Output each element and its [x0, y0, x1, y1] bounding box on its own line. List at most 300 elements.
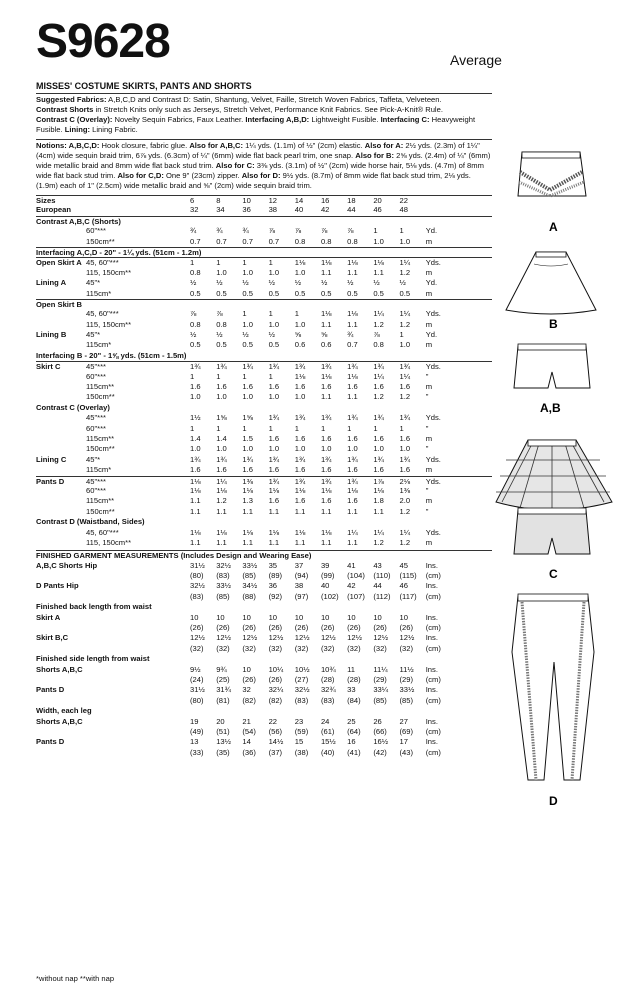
row-sublabel: 45"***: [86, 413, 107, 423]
value-cell: 1⅛: [216, 527, 227, 537]
value-cell: 1¾: [399, 413, 411, 423]
value-cell: 1.0: [399, 444, 411, 454]
unit-cell: (cm): [425, 747, 441, 757]
unit-cell: Ins.: [425, 581, 438, 591]
unit-cell: ": [425, 444, 429, 454]
row-label: FINISHED GARMENT MEASUREMENTS (Includes Design and Wearing Ease): [36, 551, 312, 561]
unit-cell: ": [425, 392, 429, 402]
table-row: [36, 665, 492, 675]
value-cell: 1¾: [242, 454, 253, 464]
row-label: [36, 434, 86, 444]
value-cell: 33¼: [373, 685, 389, 695]
value-cell: 1.0: [242, 392, 253, 402]
value-cell: 1.6: [399, 465, 411, 475]
row-label: [36, 392, 86, 402]
value-cell: 1.6: [190, 465, 201, 475]
value-cell: 1.1: [294, 537, 306, 547]
value-cell: 1¼: [373, 371, 384, 381]
value-cell: 1⅛: [242, 485, 253, 495]
value-cell: 0.8: [347, 236, 358, 246]
table-row: [36, 550, 492, 560]
row-sublabel: 115cm*: [86, 340, 112, 350]
size-cell: 16: [320, 196, 330, 205]
row-label: Pants D: [36, 737, 65, 747]
value-cell: (85): [242, 571, 256, 581]
value-cell: (26): [294, 623, 309, 633]
value-cell: (85): [399, 695, 414, 705]
table-row: [36, 517, 492, 527]
value-cell: (82): [268, 695, 283, 705]
value-cell: ½: [373, 278, 380, 288]
value-cell: 1: [242, 258, 247, 268]
value-cell: 17: [399, 737, 408, 747]
unit-cell: m: [425, 288, 433, 298]
value-cell: 38: [294, 581, 304, 591]
european-label: European: [36, 205, 72, 215]
row-label: Lining B: [36, 330, 67, 340]
value-cell: (43): [399, 747, 414, 757]
value-cell: (59): [294, 726, 309, 736]
value-cell: 1.0: [373, 236, 384, 246]
row-label: [36, 289, 86, 299]
european-cell: 32: [190, 205, 199, 215]
value-cell: 1⅛: [216, 485, 227, 495]
value-cell: 1⅛: [347, 309, 358, 319]
row-label: [36, 382, 86, 392]
value-cell: (83): [216, 571, 230, 581]
pants-d-illustration: [512, 594, 594, 780]
row-sublabel: 150cm**: [86, 506, 115, 516]
value-cell: (88): [242, 591, 256, 601]
value-cell: 0.7: [268, 236, 280, 246]
sizes-row: [36, 195, 492, 205]
value-cell: 15: [294, 737, 304, 747]
value-cell: 0.5: [373, 288, 384, 298]
unit-cell: Ins.: [425, 737, 438, 747]
row-label: [36, 696, 190, 706]
value-cell: (112): [373, 591, 391, 601]
value-cell: 1¾: [320, 454, 332, 464]
value-cell: 13: [190, 737, 199, 747]
value-cell: 12½: [190, 633, 205, 643]
value-cell: 2⅛: [399, 476, 411, 486]
value-cell: 0.7: [216, 236, 227, 246]
value-cell: 0.5: [347, 288, 358, 298]
value-cell: 1¾: [320, 362, 332, 372]
value-cell: (26): [242, 623, 256, 633]
row-sublabel: 60"***: [86, 226, 107, 236]
value-cell: 0.5: [216, 340, 227, 350]
value-cell: (89): [268, 571, 283, 581]
value-cell: 0.8: [190, 319, 201, 329]
row-sublabel: 45"*: [86, 454, 101, 464]
value-cell: 1⅛: [294, 258, 306, 268]
value-cell: 11¼: [373, 664, 388, 674]
row-sublabel: 45, 60"***: [86, 309, 119, 319]
value-cell: 1¼: [399, 371, 411, 381]
notions-c-label: Also for C:: [215, 161, 255, 170]
interfacing-c-label: Interfacing C:: [380, 115, 430, 124]
value-cell: 1.1: [347, 537, 358, 547]
value-cell: 1.6: [268, 382, 280, 392]
value-cell: 10: [242, 664, 251, 674]
value-cell: 1.2: [373, 392, 384, 402]
value-cell: (26): [347, 623, 361, 633]
value-cell: (94): [294, 571, 309, 581]
value-cell: (83): [190, 591, 204, 601]
row-label: Lining C: [36, 454, 67, 464]
value-cell: (41): [347, 747, 361, 757]
value-cell: 1.6: [268, 433, 280, 443]
value-cell: (29): [399, 674, 414, 684]
unit-cell: (cm): [425, 726, 441, 736]
value-cell: 1¼: [373, 527, 384, 537]
value-cell: 1: [190, 371, 195, 381]
row-label: [36, 675, 190, 685]
table-row: [36, 299, 492, 309]
unit-cell: (cm): [425, 674, 441, 684]
size-cell: 20: [373, 196, 382, 205]
value-cell: 1.0: [399, 340, 411, 350]
value-cell: ½: [347, 278, 354, 288]
notions-abc-label: Also for A,B,C:: [189, 141, 244, 150]
value-cell: (99): [320, 571, 335, 581]
value-cell: 21: [242, 716, 251, 726]
table-row: [36, 340, 492, 350]
row-sublabel: 45, 60"***: [86, 527, 119, 537]
european-cell: 44: [347, 205, 356, 215]
value-cell: 16½: [373, 737, 389, 747]
value-cell: 32: [242, 685, 251, 695]
value-cell: (32): [347, 643, 361, 653]
value-cell: 1: [268, 309, 273, 319]
unit-cell: ": [425, 423, 429, 433]
value-cell: 12½: [216, 633, 231, 643]
value-cell: (42): [373, 747, 387, 757]
size-cell: 22: [399, 196, 408, 205]
table-row: [36, 538, 492, 548]
value-cell: 1.8: [373, 496, 384, 506]
row-label: [36, 268, 86, 278]
value-cell: 1¼: [216, 476, 227, 486]
value-cell: 0.5: [190, 340, 201, 350]
label-a: A: [549, 220, 558, 234]
unit-cell: Ins.: [425, 633, 438, 643]
row-label: [36, 538, 86, 548]
table-row: [36, 382, 492, 392]
table-row: [36, 592, 492, 602]
value-cell: (115): [399, 571, 417, 581]
unit-cell: (cm): [425, 571, 441, 581]
value-cell: (61): [320, 726, 335, 736]
value-cell: ⅞: [190, 309, 197, 319]
pattern-header: [36, 15, 170, 68]
value-cell: 1.6: [294, 433, 306, 443]
table-row: [36, 654, 492, 664]
value-cell: 1⅜: [399, 485, 411, 495]
value-cell: 1.6: [373, 433, 384, 443]
value-cell: (37): [268, 747, 283, 757]
unit-cell: m: [425, 433, 433, 443]
value-cell: 1: [399, 423, 404, 433]
value-cell: (32): [190, 643, 204, 653]
value-cell: 10: [373, 612, 382, 622]
value-cell: 26: [373, 716, 382, 726]
value-cell: (26): [399, 623, 414, 633]
unit-cell: (cm): [425, 695, 441, 705]
value-cell: 1.6: [347, 382, 358, 392]
value-cell: 10: [216, 612, 225, 622]
value-cell: 34½: [242, 581, 258, 591]
value-cell: 12½: [320, 633, 336, 643]
table-row: [36, 623, 492, 633]
value-cell: 32¾: [320, 685, 336, 695]
row-label: Contrast D (Waistband, Sides): [36, 517, 145, 527]
label-c: C: [549, 567, 558, 581]
value-cell: 1⅛: [347, 371, 358, 381]
value-cell: 1⅞: [373, 476, 384, 486]
value-cell: 1¼: [399, 309, 411, 319]
value-cell: 1⅛: [268, 485, 280, 495]
value-cell: 1.0: [242, 267, 253, 277]
value-cell: 1¾: [268, 454, 280, 464]
table-row: [36, 685, 492, 695]
value-cell: 0.5: [242, 288, 253, 298]
unit-cell: m: [425, 465, 433, 475]
value-cell: (40): [320, 747, 335, 757]
value-cell: 1.2: [399, 267, 411, 277]
value-cell: ⅝: [294, 330, 302, 340]
interfacing-abd-text: Lightweight Fusible.: [309, 115, 381, 124]
table-row: [36, 351, 492, 361]
european-cell: 42: [320, 205, 330, 215]
notions-section: [36, 139, 492, 191]
value-cell: 31½: [190, 560, 205, 570]
value-cell: (117): [399, 591, 417, 601]
value-cell: (29): [373, 674, 387, 684]
unit-cell: Yds.: [425, 454, 441, 464]
value-cell: ½: [294, 278, 302, 288]
unit-cell: Yd.: [425, 330, 438, 340]
value-cell: 0.5: [190, 288, 201, 298]
value-cell: (32): [320, 643, 335, 653]
value-cell: 1.2: [373, 537, 384, 547]
contrast-shorts-text: in Stretch Knits only such as Jerseys, Stretch Velvet, Performance Knit Fabrics. See Pick-A-Knit® Rule.: [93, 105, 443, 114]
fabrics-label: Suggested Fabrics:: [36, 95, 107, 104]
value-cell: 1⅛: [320, 527, 332, 537]
value-cell: 27: [399, 716, 408, 726]
table-row: [36, 602, 492, 612]
value-cell: 13½: [216, 737, 231, 747]
value-cell: 1.1: [242, 506, 253, 516]
value-cell: (36): [242, 747, 256, 757]
value-cell: 1.0: [190, 392, 201, 402]
value-cell: (81): [216, 695, 230, 705]
unit-cell: Yd.: [425, 226, 438, 236]
value-cell: (32): [373, 643, 387, 653]
value-cell: 43: [373, 560, 382, 570]
value-cell: 1¾: [347, 454, 358, 464]
table-row: [36, 330, 492, 340]
value-cell: 1.6: [242, 382, 253, 392]
value-cell: (32): [242, 643, 256, 653]
notions-b-text: 2⅝ yds. (2.4m) of ¼" (6mm) wide metallic braid and 8mm wide flat back stud trim.: [36, 151, 491, 170]
difficulty-level: Average: [450, 52, 502, 68]
row-label: [36, 465, 86, 475]
notions-abc-text: 1¼ yds. (1.1m) of ½" (2cm) elastic.: [243, 141, 365, 150]
value-cell: 12½: [347, 633, 362, 643]
value-cell: ½: [190, 278, 197, 288]
value-cell: 0.5: [399, 288, 411, 298]
row-label: Shorts A,B,C: [36, 664, 83, 674]
value-cell: (110): [373, 571, 391, 581]
table-row: [36, 257, 492, 267]
value-cell: 0.5: [216, 288, 227, 298]
value-cell: 25: [347, 716, 356, 726]
value-cell: 0.5: [268, 340, 280, 350]
value-cell: (66): [373, 726, 387, 736]
value-cell: 23: [294, 716, 304, 726]
skirt-c-illustration: [496, 440, 612, 510]
value-cell: ½: [216, 330, 223, 340]
unit-cell: Ins.: [425, 716, 438, 726]
value-cell: 1⅛: [373, 485, 384, 495]
value-cell: ⅞: [347, 226, 354, 236]
value-cell: 0.8: [216, 319, 227, 329]
value-cell: 31¾: [216, 685, 231, 695]
row-sublabel: 115cm**: [86, 433, 115, 443]
value-cell: 1⅛: [320, 309, 332, 319]
notions-c-text: 3⅜ yds. (3.1m) of ½" (2cm) wide horse hair, 5⅛ yds. (4.7m) of 8mm wide flat back stud trim.: [36, 161, 484, 180]
row-label: [36, 528, 86, 538]
row-sublabel: 115cm**: [86, 496, 115, 506]
value-cell: 1.2: [399, 392, 411, 402]
unit-cell: (cm): [425, 591, 441, 601]
unit-cell: Yds.: [425, 258, 441, 268]
skirt-a-illustration: [518, 152, 586, 196]
value-cell: 1: [216, 423, 221, 433]
notions-label: Notions: A,B,C,D:: [36, 141, 100, 150]
value-cell: (24): [190, 674, 204, 684]
value-cell: 1.0: [190, 444, 201, 454]
table-row: [36, 237, 492, 247]
value-cell: 46: [399, 581, 408, 591]
value-cell: ¾: [242, 226, 249, 236]
sizes-label: Sizes: [36, 196, 56, 205]
pattern-title: MISSES' COSTUME SKIRTS, PANTS AND SHORTS: [36, 81, 252, 91]
row-label: Open Skirt A: [36, 258, 82, 268]
table-row: [36, 696, 492, 706]
value-cell: 1.1: [216, 506, 227, 516]
table-row: [36, 748, 492, 758]
row-label: [36, 340, 86, 350]
value-cell: 45: [399, 560, 408, 570]
unit-cell: Ins.: [425, 560, 438, 570]
table-row: [36, 561, 492, 571]
row-label: [36, 424, 86, 434]
value-cell: 0.5: [320, 288, 332, 298]
value-cell: 1: [242, 371, 247, 381]
row-sublabel: 60"***: [86, 371, 107, 381]
value-cell: 16: [347, 737, 356, 747]
value-cell: (80): [190, 571, 204, 581]
unit-cell: ": [425, 485, 429, 495]
value-cell: (25): [216, 674, 230, 684]
row-sublabel: 115cm*: [86, 465, 112, 475]
value-cell: 1.1: [320, 267, 332, 277]
value-cell: 32½: [294, 685, 310, 695]
value-cell: 22: [268, 716, 278, 726]
unit-cell: (cm): [425, 643, 441, 653]
value-cell: 1¾: [268, 362, 280, 372]
value-cell: 39: [320, 560, 330, 570]
value-cell: 10: [268, 612, 278, 622]
value-cell: 0.7: [190, 236, 201, 246]
value-cell: (97): [294, 591, 309, 601]
value-cell: 12½: [242, 633, 258, 643]
value-cell: (51): [216, 726, 230, 736]
row-sublabel: 45, 60"***: [86, 258, 119, 268]
unit-cell: m: [425, 496, 433, 506]
value-cell: 0.5: [268, 288, 280, 298]
unit-cell: Yds.: [425, 476, 441, 486]
value-cell: 1.1: [190, 506, 201, 516]
value-cell: 1¾: [242, 362, 253, 372]
value-cell: 1.1: [216, 537, 227, 547]
row-label: Open Skirt B: [36, 299, 82, 309]
table-row: [36, 528, 492, 538]
value-cell: 1.6: [268, 465, 280, 475]
row-label: Contrast C (Overlay): [36, 402, 110, 412]
row-sublabel: 45"***: [86, 476, 107, 486]
label-ab: A,B: [540, 401, 561, 415]
measurements-table: [36, 550, 492, 758]
value-cell: 1: [268, 423, 273, 433]
value-cell: 1.0: [294, 444, 306, 454]
value-cell: 14: [242, 737, 251, 747]
value-cell: 1.0: [294, 392, 306, 402]
value-cell: 1.1: [347, 267, 358, 277]
table-row: [36, 268, 492, 278]
value-cell: (26): [242, 674, 256, 684]
row-label: Finished back length from waist: [36, 602, 152, 612]
row-sublabel: 60"***: [86, 423, 107, 433]
value-cell: 1.0: [320, 444, 332, 454]
value-cell: 10½: [294, 664, 310, 674]
value-cell: 1¾: [190, 362, 201, 372]
value-cell: (32): [399, 643, 414, 653]
value-cell: 1⅛: [320, 258, 332, 268]
row-label: [36, 748, 190, 758]
value-cell: 44: [373, 581, 382, 591]
unit-cell: m: [425, 537, 433, 547]
unit-cell: Yds.: [425, 413, 441, 423]
value-cell: ⅞: [294, 226, 302, 236]
value-cell: 12½: [268, 633, 284, 643]
table-row: [36, 581, 492, 591]
value-cell: 1¾: [268, 413, 280, 423]
value-cell: 1: [190, 423, 195, 433]
value-cell: (54): [242, 726, 256, 736]
value-cell: ½: [268, 330, 275, 340]
value-cell: ½: [242, 278, 249, 288]
value-cell: 0.5: [294, 288, 306, 298]
value-cell: (35): [216, 747, 230, 757]
value-cell: ⅞: [373, 330, 380, 340]
value-cell: 1¾: [216, 362, 227, 372]
table-row: [36, 507, 492, 517]
row-label: [36, 496, 86, 506]
